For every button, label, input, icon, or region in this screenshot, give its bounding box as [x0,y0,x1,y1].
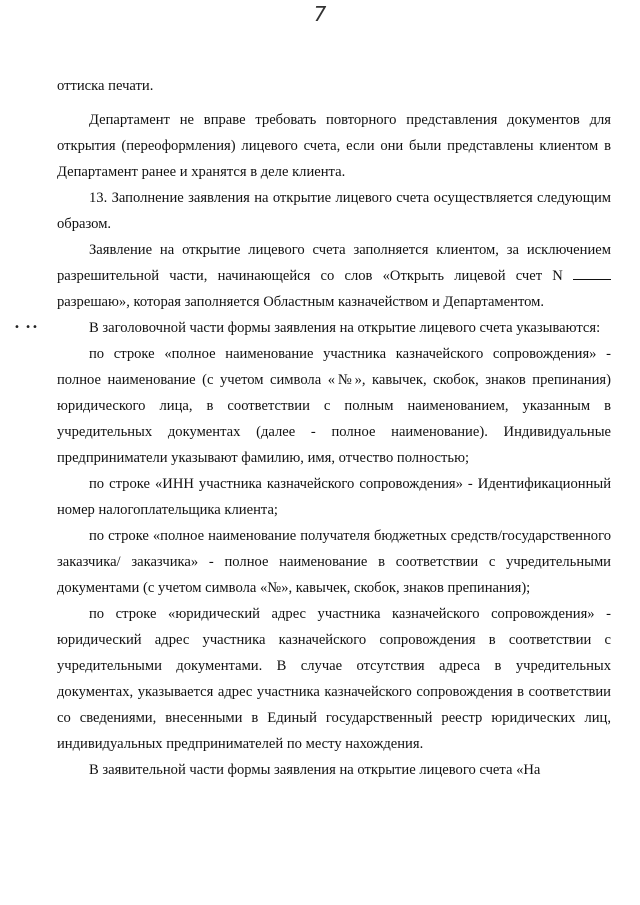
paragraph-4 [57,237,611,315]
paragraph-9: по строке «юридический адрес участника казначейского сопровождения» - юридический адрес участника казначейского сопровождения в соответствии с учредительными документами. В случае отсутствия адреса в учредительных документах, указывается адрес участника казначейского сопровождения в соответствии со сведениями, внесенными в Единый государственный реестр юридических лиц, индивидуальных предпринимателей по месту нахождения. [57,606,611,752]
paragraph-3: 13. Заполнение заявления на открытие лицевого счета осуществляется следующим образом. [57,190,611,232]
paragraph-4-text-a: Заявление на открытие лицевого счета заполняется клиентом, за исключением разрешительной части, начинающейся со слов «Открыть лицевой счет N [57,242,611,284]
paragraph-2: Департамент не вправе требовать повторного представления документов для открытия (переоформления) лицевого счета, если они были представлены клиентом в Департамент ранее и хранятся в деле клиента. [57,112,611,180]
paragraph-6: по строке «полное наименование участника казначейского сопровождения» - полное наименование (с учетом символа «№», кавычек, скобок, знаков препинания) юридического лица, в соответствии с полным наименованием, указанным в учредительных документах (далее - полное наименование). Индивидуальные предприниматели указывают фамилию, имя, отчество полностью; [57,346,611,466]
page-number: 7 [313,2,327,26]
paragraph-7: по строке «ИНН участника казначейского сопровождения» - Идентификационный номер налогоплательщика клиента; [57,476,611,518]
document-body [57,73,611,783]
paragraph-5: В заголовочной части формы заявления на открытие лицевого счета указываются: [89,320,601,336]
paragraph-10: В заявительной части формы заявления на открытие лицевого счета «На [89,762,541,778]
paragraph-8: по строке «полное наименование получателя бюджетных средств/государственного заказчика/ заказчика» - полное наименование в соответствии с учредительными документами (с учетом символа «№», кавычек, скобок, знаков препинания); [57,528,611,596]
paragraph-1: оттиска печати. [57,78,154,94]
paragraph-4-text-b: разрешаю», которая заполняется Областным казначейством и Департаментом. [57,294,545,310]
blank-line [573,267,611,280]
margin-mark: • •• [14,322,39,333]
